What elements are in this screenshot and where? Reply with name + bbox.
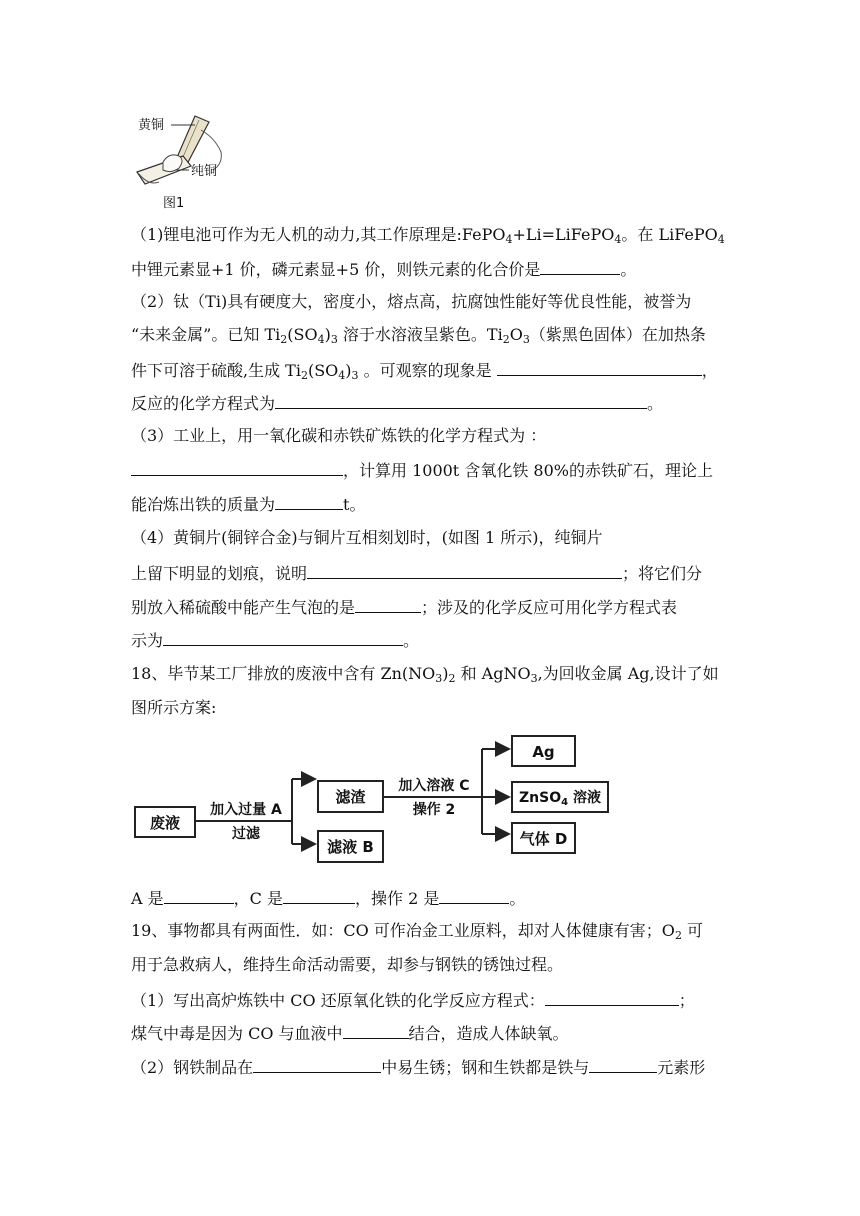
step2-bottom-label: 操作 2 [412,802,456,818]
answer-blank[interactable] [540,257,620,275]
q19-line2: 用于急救病人，维持生命活动需要，却参与钢铁的锈蚀过程。 [131,955,564,974]
step2-top-label: 加入溶液 C [398,778,470,794]
label-copper: 纯铜 [191,164,218,179]
q19-line1: 19、事物都具有两面性．如：CO 可作冶金工业原料，却对人体健康有害；$O_2$ 可 [131,921,704,942]
answer-blank[interactable] [163,628,403,646]
q18-line1: 18、毕节某工厂排放的废液中含有 $Zn(NO_3)_2$ 和 AgNO$_3$,为回收金属 Ag,设计了如 [131,664,719,685]
answer-blank[interactable] [497,358,702,376]
q18-line2: 图所示方案: [131,698,217,717]
answer-blank[interactable] [253,1055,381,1073]
q19-p1-line2: 煤气中毒是因为 CO 与血液中 结合，造成人体缺氧。 [131,1021,569,1045]
answer-blank[interactable] [275,492,343,510]
answer-blank[interactable] [307,561,622,579]
step1-bottom-label: 过滤 [232,826,260,842]
box-filtrate-b: 滤液 B [317,830,384,863]
answer-blank[interactable] [275,391,647,409]
q18-answer-line: A 是 ，C 是 ，操作 2 是 。 [131,886,525,910]
answer-blank-a[interactable] [164,886,234,904]
q17-p2-line4: 反应的化学方程式为 。 [131,391,663,415]
figure-caption: 图1 [163,196,185,211]
label-brass: 黄铜 [138,118,165,133]
recovery-flow-diagram [132,735,617,870]
box-waste-liquid: 废液 [134,806,196,838]
q17-p2-line1: （2）钛（Ti)具有硬度大，密度小，熔点高，抗腐蚀性能好等优良性能，被誉为 [131,292,692,311]
answer-blank[interactable] [545,988,679,1006]
q17-p1-line2: 中锂元素显+1 价，磷元素显+5 价，则铁元素的化合价是 。 [131,257,636,281]
q17-p2-line3: 件下可溶于硫酸,生成 $Ti_2(SO_4)_3$ 。可观察的现象是 ， [131,358,718,382]
q17-p4-line1: （4）黄铜片(铜锌合金)与铜片互相刻划时，(如图 1 所示)，纯铜片 [131,528,603,547]
figure-1 [133,112,233,212]
q17-p3-line3: 能冶炼出铁的质量为 t。 [131,492,365,516]
answer-blank[interactable] [355,595,421,613]
q17-p3-line1: （3）工业上，用一氧化碳和赤铁矿炼铁的化学方程式为 ： [131,426,547,445]
q17-p4-line2: 上留下明显的划痕，说明 ；将它们分 [131,561,702,585]
q17-p3-line2: ，计算用 1000t 含氧化铁 80%的赤铁矿石，理论上 [131,458,713,482]
answer-blank-c[interactable] [283,886,355,904]
step1-top-label: 加入过量 A [210,802,282,818]
answer-blank-op2[interactable] [439,886,509,904]
q17-p4-line3: 别放入稀硫酸中能产生气泡的是 ；涉及的化学反应可用化学方程式表 [131,595,677,619]
q19-p2-line1: （2）钢铁制品在 中易生锈；钢和生铁都是铁与 元素形 [131,1055,705,1079]
box-gas-d: 气体 D [511,822,576,854]
q17-p2-line2: “未来金属”。已知 $Ti_2(SO_4)_3$ 溶于水溶液呈紫色。$Ti_2O_3$（紫黑色固体）在加热条 [131,325,706,346]
q17-p1-line1: （1)锂电池可作为无人机的动力,其工作原理是:FePO$_4$+Li=LiFePO$_4$。在 LiFePO$_4$ [131,225,725,246]
answer-blank[interactable] [343,1021,409,1039]
q17-p4-line4: 示为 。 [131,628,419,652]
answer-blank[interactable] [589,1055,657,1073]
q19-p1-line1: （1）写出高炉炼铁中 CO 还原氧化铁的化学反应方程式： ； [131,988,695,1012]
answer-blank[interactable] [131,458,343,476]
box-znso4-solution: ZnSO$_4$ 溶液 [511,781,609,813]
box-residue: 滤渣 [317,780,384,813]
box-ag: Ag [511,735,576,767]
